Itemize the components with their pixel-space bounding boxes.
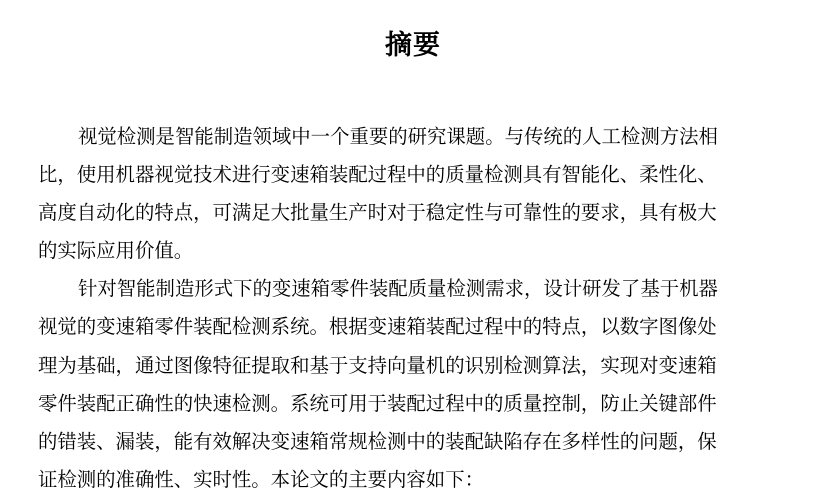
text-line: 比，使用机器视觉技术进行变速箱装配过程中的质量检测具有智能化、柔性化、 — [38, 163, 717, 187]
text-line: 证检测的准确性、实时性。本论文的主要内容如下： — [38, 467, 484, 491]
text-line: 的实际应用价值。 — [38, 239, 194, 263]
text-line: 的错装、漏装，能有效解决变速箱常规检测中的装配缺陷存在多样性的问题，保 — [38, 429, 717, 453]
text-line: 视觉检测是智能制造领域中一个重要的研究课题。与传统的人工检测方法相 — [78, 125, 718, 148]
text-line: 针对智能制造形式下的变速箱零件装配质量检测需求，设计研发了基于机器 — [78, 277, 718, 301]
text-line: 高度自动化的特点，可满足大批量生产时对于稳定性与可靠性的要求，具有极大 — [38, 201, 717, 225]
text-line: 零件装配正确性的快速检测。系统可用于装配过程中的质量控制，防止关键部件 — [38, 391, 717, 415]
text-line: 理为基础，通过图像特征提取和基于支持向量机的识别检测算法，实现对变速箱 — [38, 353, 717, 377]
paragraph-2 — [38, 270, 798, 499]
page-title: 摘要 — [385, 30, 441, 61]
abstract-body — [38, 118, 798, 499]
text-line: 视觉的变速箱零件装配检测系统。根据变速箱装配过程中的特点，以数字图像处 — [38, 315, 717, 339]
paragraph-1 — [38, 118, 798, 270]
